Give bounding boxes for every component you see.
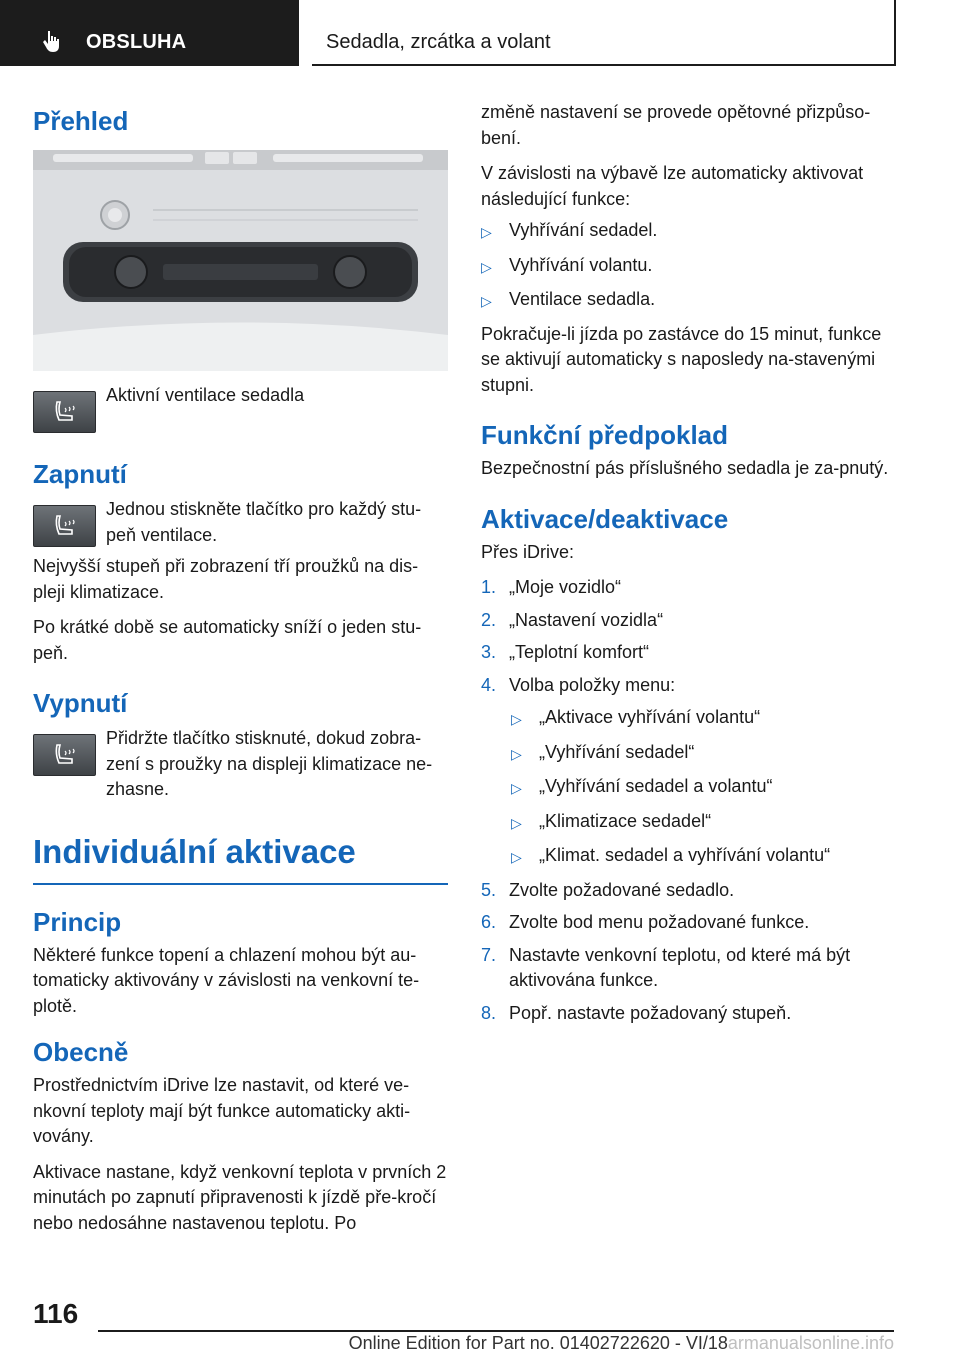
- menu-item: ▷ „Vyhřívání sedadel a volantu“: [481, 774, 901, 802]
- off-text: Přidržte tlačítko stisknuté, dokud zobra-zení s proužky na displeji klimatizace ne-zhasne.: [106, 728, 433, 799]
- seat-ventilation-button-image: [33, 734, 96, 776]
- step-item: 6. Zvolte bod menu požadované funkce.: [481, 912, 810, 932]
- edition-text: Online Edition for Part no. 01402722620 - VI/18: [348, 1333, 728, 1353]
- step-item: 2. „Nastavení vozidla“: [481, 609, 664, 630]
- precondition-text: Bezpečnostní pás příslušného sedadla je za-pnutý.: [481, 458, 889, 478]
- seat-ventilation-button-image: [33, 505, 96, 547]
- chapter-title: Sedadla, zrcátka a volant: [326, 31, 551, 53]
- climate-panel-illustration: [33, 150, 448, 371]
- general-text-2: Aktivace nastane, když venkovní teplota v prvních 2 minutách po zapnutí připravenosti k jízdě pře-kročí nebo nedosáhne nastavenou teplotu. Po: [33, 1161, 447, 1233]
- triangle-bullet-icon: ▷: [481, 258, 492, 275]
- watermark-text: armanualsonline.info: [727, 1333, 894, 1353]
- header-section-tab: [0, 0, 299, 66]
- triangle-bullet-icon: ▷: [481, 293, 492, 309]
- climate-panel-photo: [33, 150, 448, 371]
- general-text: Prostřednictvím iDrive lze nastavit, od které ve-nkovní teploty mají být funkce automaticky akti-vovány.: [33, 1075, 411, 1146]
- seat-ventilation-button-image: [33, 391, 96, 433]
- triangle-bullet-icon: ▷: [511, 780, 522, 796]
- precondition-heading: Funkční předpoklad: [481, 420, 729, 450]
- seat-ventilation-icon: [50, 513, 80, 539]
- list-item: ▷ Vyhřívání volantu.: [481, 253, 901, 281]
- triangle-bullet-icon: ▷: [511, 814, 522, 831]
- triangle-bullet-icon: ▷: [511, 711, 522, 727]
- principle-heading: Princip: [33, 906, 122, 937]
- section-heading: Individuální aktivace: [33, 831, 448, 885]
- seat-ventilation-icon: [50, 399, 80, 425]
- left-column: [33, 100, 448, 1236]
- step-item: 5. Zvolte požadované sedadlo.: [481, 879, 735, 900]
- seat-ventilation-icon: [50, 742, 80, 768]
- header-chapter-box: [312, 0, 896, 66]
- resume-text: Pokračuje-li jízda po zastávce do 15 minut, funkce se aktivují automaticky s naposledy na-stavenými stupni.: [481, 323, 882, 395]
- menu-item: ▷ „Aktivace vyhřívání volantu“: [481, 705, 901, 733]
- on-text-3: Po krátké době se automaticky sníží o jeden stu-peň.: [33, 617, 422, 663]
- step-item: 8. Popř. nastavte požadovaný stupeň.: [481, 1002, 792, 1023]
- activation-intro: Přes iDrive:: [481, 541, 575, 562]
- hand-icon: [40, 28, 66, 54]
- off-heading: Vypnutí: [33, 688, 128, 718]
- footer-rule: [98, 1330, 894, 1332]
- image-caption: Aktivní ventilace sedadla: [106, 385, 305, 405]
- menu-item: ▷ „Vyhřívání sedadel“: [481, 740, 901, 768]
- menu-item: ▷ „Klimatizace sedadel“: [481, 809, 901, 837]
- menu-item: ▷ „Klimat. sedadel a vyhřívání volantu“: [481, 843, 901, 871]
- auto-intro: V závislosti na výbavě lze automaticky aktivovat následující funkce:: [481, 163, 864, 209]
- section-label: OBSLUHA: [86, 31, 187, 53]
- step-item: 1. „Moje vozidlo“: [481, 577, 622, 597]
- page-number: 116: [33, 1298, 79, 1329]
- activation-steps: [481, 575, 901, 1026]
- step-item: 3. „Teplotní komfort“: [481, 642, 650, 662]
- step-item: 7. Nastavte venkovní teplotu, od které má být aktivována funkce.: [481, 944, 851, 990]
- triangle-bullet-icon: ▷: [511, 849, 522, 865]
- on-heading: Zapnutí: [33, 459, 127, 489]
- principle-text: Některé funkce topení a chlazení mohou být au-tomaticky aktivovány v závislosti na venkovní te-plotě.: [33, 944, 420, 1016]
- footer-edition: [0, 1333, 894, 1354]
- on-text: Jednou stiskněte tlačítko pro každý stu-peň ventilace.: [106, 499, 422, 545]
- on-text-2: Nejvyšší stupeň při zobrazení tří proužků na dis-pleji klimatizace.: [33, 556, 419, 602]
- activation-heading: Aktivace/deaktivace: [481, 503, 729, 534]
- continued-text: změně nastavení se provede opětovné přizpůso-bení.: [481, 102, 871, 148]
- auto-function-list: [481, 218, 901, 315]
- list-item: ▷ Vyhřívání sedadel.: [481, 218, 901, 246]
- triangle-bullet-icon: ▷: [511, 745, 522, 762]
- step-item: 4. Volba položky menu:: [481, 674, 676, 695]
- right-column: [481, 100, 901, 1033]
- overview-heading: Přehled: [33, 106, 129, 136]
- list-item: ▷ Ventilace sedadla.: [481, 287, 901, 315]
- triangle-bullet-icon: ▷: [481, 224, 492, 240]
- general-heading: Obecně: [33, 1037, 129, 1067]
